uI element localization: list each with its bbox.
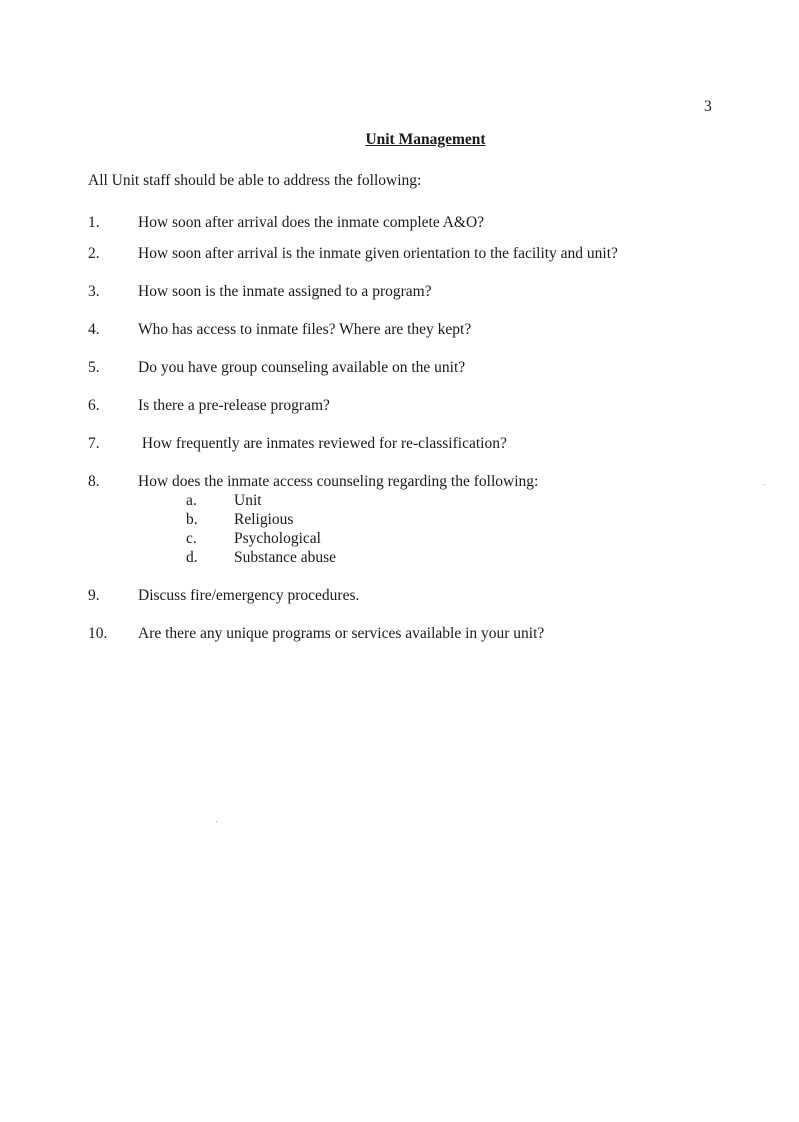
- list-item: [0, 473, 799, 493]
- scan-speck: [764, 484, 765, 485]
- sub-item-text: Psychological: [234, 530, 321, 547]
- intro-text: All Unit staff should be able to address the following:: [88, 172, 422, 189]
- item-text: How frequently are inmates reviewed for re-classification?: [138, 435, 507, 452]
- sub-item-letter: a.: [186, 492, 197, 509]
- sub-item-letter: b.: [186, 511, 198, 528]
- item-text: Are there any unique programs or services available in your unit?: [138, 625, 545, 642]
- page-title: Unit Management: [365, 131, 486, 148]
- sub-item: [0, 549, 799, 569]
- item-number: 9.: [88, 587, 100, 604]
- item-text: Do you have group counseling available on the unit?: [138, 359, 466, 376]
- scan-speck: [216, 821, 217, 822]
- list-item: [0, 587, 799, 607]
- item-text: Is there a pre-release program?: [138, 397, 330, 414]
- list-item: [0, 283, 799, 303]
- list-item: [0, 625, 799, 645]
- item-text: How soon after arrival is the inmate given orientation to the facility and unit?: [138, 245, 618, 262]
- item-number: 8.: [88, 473, 100, 490]
- item-text: How soon after arrival does the inmate complete A&O?: [138, 214, 485, 231]
- sub-item: [0, 492, 799, 512]
- item-text: Who has access to inmate files? Where are they kept?: [138, 321, 472, 338]
- list-item: [0, 397, 799, 417]
- list-item: [0, 245, 799, 265]
- sub-item: [0, 511, 799, 531]
- sub-item: [0, 530, 799, 550]
- sub-item-text: Substance abuse: [234, 549, 337, 566]
- page-number: 3: [704, 98, 712, 115]
- item-number: 3.: [88, 283, 100, 300]
- list-item: [0, 435, 799, 455]
- item-number: 6.: [88, 397, 100, 414]
- item-text: How does the inmate access counseling regarding the following:: [138, 473, 539, 490]
- item-number: 4.: [88, 321, 100, 338]
- item-text: How soon is the inmate assigned to a program?: [138, 283, 432, 300]
- item-text: Discuss fire/emergency procedures.: [138, 587, 360, 604]
- list-item: [0, 321, 799, 341]
- item-number: 2.: [88, 245, 100, 262]
- item-number: 10.: [88, 625, 108, 642]
- item-number: 1.: [88, 214, 100, 231]
- item-number: 7.: [88, 435, 100, 452]
- sub-item-letter: c.: [186, 530, 197, 547]
- sub-item-text: Unit: [234, 492, 262, 509]
- item-number: 5.: [88, 359, 100, 376]
- sub-item-letter: d.: [186, 549, 198, 566]
- list-item: [0, 214, 799, 234]
- list-item: [0, 359, 799, 379]
- sub-item-text: Religious: [234, 511, 294, 528]
